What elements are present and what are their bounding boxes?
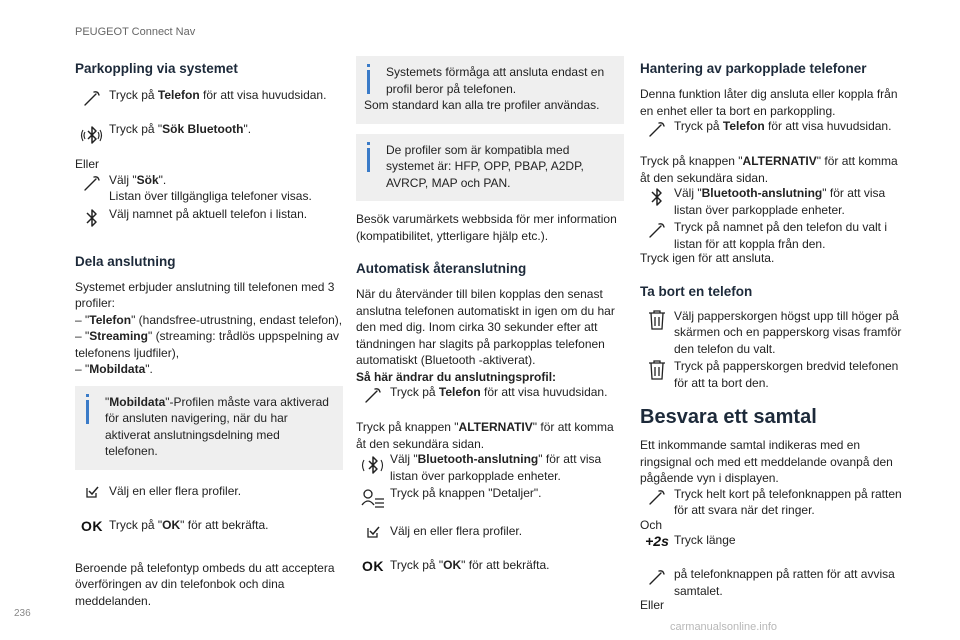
finger-tap-icon: [640, 485, 674, 517]
info-icon: [84, 394, 91, 428]
step-reject: på telefonknappen på ratten för att avvisa samtalet.: [640, 565, 908, 599]
watermark: carmanualsonline.info: [670, 621, 778, 633]
finger-tap-icon: [75, 86, 109, 118]
step-select-trash: Välj papperskorgen högst upp till höger på skärmen och en papperskorg visas framför den telefon du valt.: [640, 307, 908, 358]
step-alternativ-text: Tryck på knappen "ALTERNATIV" för att komma åt den sekundära sidan.: [356, 420, 614, 451]
visit-website-text: Besök varumärkets webbsida för mer information (kompatibilitet, ytterligare hjälp etc.).: [356, 212, 617, 243]
heading-delete-phone: Ta bort en telefon: [640, 283, 753, 299]
info-note-profile-capability: Systemets förmåga att ansluta endast en profil beror på telefonen. Som standard kan alla tre profiler användas.: [356, 56, 624, 124]
manage-text: Denna funktion låter dig ansluta eller koppla från en enhet eller ta bort en parkoppling.: [640, 87, 898, 118]
heading-answer-call: Besvara ett samtal: [640, 406, 817, 428]
info-note-compatible-profiles: De profiler som är kompatibla med systemet är: HFP, OPP, PBAP, A2DP, AVRCP, MAP och PAN.: [356, 134, 624, 202]
and-label: Och: [640, 517, 663, 532]
or-label-2: Eller: [640, 598, 665, 612]
step-select-sok: Välj "Sök". Listan över tillgängliga telefoner visas.: [75, 171, 343, 205]
step-tap-telefon: Tryck på Telefon för att visa huvudsidan.: [75, 86, 343, 118]
tap-again-text: Tryck igen för att ansluta.: [640, 251, 775, 265]
step-bluetooth-connection: Välj "Bluetooth-anslutning" för att visa listan över parkopplade enheter.: [356, 450, 624, 484]
step-bluetooth-connection-2: Välj "Bluetooth-anslutning" för att visa listan över parkopplade enheter.: [640, 184, 908, 218]
ok-icon: OK: [81, 517, 103, 534]
closing-paragraph: Beroende på telefontyp ombeds du att acceptera överföringen av din telefonbok och dina meddelanden.: [75, 560, 335, 608]
or-label: Eller: [75, 157, 100, 171]
trash-icon: [640, 307, 674, 339]
checkbox-icon: [356, 522, 390, 554]
step-tap-telefon-2: Tryck på Telefon för att visa huvudsidan.: [356, 383, 624, 415]
auto-reconnect-text: När du återvänder till bilen kopplas den senast anslutna telefonen automatiskt in igen om du har den med dig. Inom cirka 30 sekunder efter att tändningen har slagits på parkopplas telefonen automatiskt (Bluetooth -aktiverat).: [356, 287, 615, 367]
info-icon: [365, 64, 372, 98]
ok-icon: OK: [362, 558, 384, 574]
list-details-icon: [356, 484, 390, 516]
bluetooth-icon: [356, 450, 390, 482]
running-header: PEUGEOT Connect Nav: [75, 26, 196, 38]
step-details: Tryck på knappen "Detaljer".: [356, 484, 624, 516]
step-long-press: +2s Tryck länge: [640, 531, 908, 563]
step-confirm-ok: OK Tryck på "OK" för att bekräfta.: [75, 516, 343, 548]
finger-tap-icon: [640, 117, 674, 149]
heading-auto-reconnect: Automatisk återanslutning: [356, 261, 527, 276]
finger-tap-icon: [640, 565, 674, 597]
info-icon: [365, 142, 372, 176]
profile-mobildata: – "Mobildata".: [75, 362, 153, 376]
heading-manage-paired: Hantering av parkopplade telefoner: [640, 61, 867, 76]
step-select-profiles: Välj en eller flera profiler.: [75, 482, 343, 514]
auto-reconnect-bold: Så här ändrar du anslutningsprofil:: [356, 369, 557, 384]
bluetooth-icon: [640, 184, 674, 216]
step-short-press: Tryck helt kort på telefonknappen på ratten för att svara när det ringer.: [640, 485, 908, 519]
plus-2s-icon: +2s: [645, 533, 669, 549]
step-search-bluetooth: Tryck på "Sök Bluetooth".: [75, 120, 343, 152]
profile-streaming: – "Streaming" (streaming: trådlös uppspelning av telefonens ljudfiler),: [75, 329, 339, 360]
step-alternativ-text-2: Tryck på knappen "ALTERNATIV" för att komma åt den sekundära sidan.: [640, 154, 898, 185]
bluetooth-icon: [75, 120, 109, 152]
bluetooth-icon: [75, 205, 109, 237]
info-note-mobildata: "Mobildata"-Profilen måste vara aktiverad för ansluten navigering, när du har aktiverat anslutningsdelning med telefonen.: [75, 386, 343, 470]
step-tap-trash: Tryck på papperskorgen bredvid telefonen för att ta bort den.: [640, 357, 908, 391]
step-select-profiles-2: Välj en eller flera profiler.: [356, 522, 624, 554]
step-confirm-ok-2: OK Tryck på "OK" för att bekräfta.: [356, 556, 624, 588]
column-2: [356, 56, 624, 590]
finger-tap-icon: [356, 383, 390, 415]
finger-tap-icon: [640, 218, 674, 250]
trash-icon: [640, 357, 674, 389]
checkbox-icon: [75, 482, 109, 514]
step-select-phone: Välj namnet på aktuell telefon i listan.: [75, 205, 343, 237]
step-tap-phone-name: Tryck på namnet på den telefon du valt i listan för att koppla från den.: [640, 218, 908, 252]
profile-telefon: – "Telefon" (handsfree-utrustning, endast telefon),: [75, 312, 343, 327]
page-number: 236: [14, 608, 31, 619]
column-1: [75, 56, 343, 609]
heading-share-connection: Dela anslutning: [75, 253, 176, 269]
answer-text: Ett inkommande samtal indikeras med en ringsignal och med ett meddelande ovanpå den pågående vyn i displayen.: [640, 438, 893, 485]
heading-pair-via-system: Parkoppling via systemet: [75, 61, 238, 76]
step-tap-telefon-3: Tryck på Telefon för att visa huvudsidan.: [640, 117, 908, 149]
column-3: [640, 56, 908, 614]
finger-tap-icon: [75, 171, 109, 203]
share-intro: Systemet erbjuder anslutning till telefonen med 3 profiler:: [75, 279, 335, 310]
